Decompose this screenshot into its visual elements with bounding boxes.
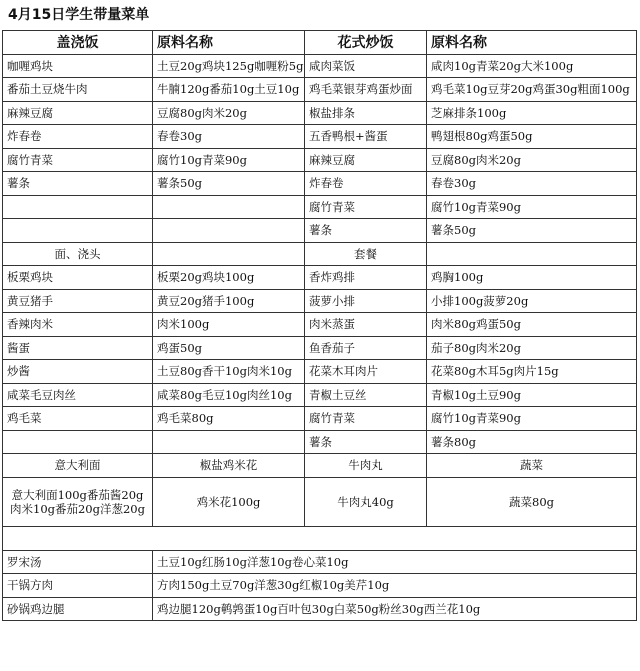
dish-ingredients: 芝麻排条100g [427, 101, 637, 125]
dish-name [3, 195, 153, 219]
dish-ingredients: 鸡边腿120g鹌鹑蛋10g百叶包30g白菜50g粉丝30g西兰花10g [153, 597, 637, 621]
dish-name: 咸菜毛豆肉丝 [3, 383, 153, 407]
popcorn-chicken-ingredients: 鸡米花100g [153, 477, 305, 526]
dish-name: 炸春卷 [3, 125, 153, 149]
dish-ingredients: 豆腐80g肉米20g [153, 101, 305, 125]
blank-cell [153, 242, 305, 266]
dish-name: 麻辣豆腐 [305, 148, 427, 172]
soup-row [3, 550, 637, 574]
vegetable-header: 蔬菜 [427, 454, 637, 478]
soup-row [3, 574, 637, 598]
dish-name: 腐竹青菜 [3, 148, 153, 172]
header-fried-rice: 花式炒饭 [305, 31, 427, 55]
pasta-line-1: 意大利面100g番茄酱20g [11, 487, 144, 502]
menu-row [3, 219, 637, 243]
dish-ingredients: 肉米100g [153, 313, 305, 337]
dish-ingredients: 土豆80g香干10g肉米10g [153, 360, 305, 384]
pasta-header: 意大利面 [3, 454, 153, 478]
dish-ingredients [153, 195, 305, 219]
header-ingredients: 原料名称 [427, 31, 637, 55]
dish-name: 菠萝小排 [305, 289, 427, 313]
dish-ingredients [153, 219, 305, 243]
dish-name: 香炸鸡排 [305, 266, 427, 290]
dish-name: 椒盐排条 [305, 101, 427, 125]
menu-row [3, 336, 637, 360]
dish-ingredients: 茄子80g肉米20g [427, 336, 637, 360]
block2-rows [3, 266, 637, 454]
dish-ingredients: 鸭翅根80g鸡蛋50g [427, 125, 637, 149]
dish-name: 薯条 [305, 430, 427, 454]
menu-row [3, 430, 637, 454]
menu-row [3, 383, 637, 407]
dish-ingredients: 薯条50g [153, 172, 305, 196]
blank-row [3, 526, 637, 550]
popcorn-chicken-header: 椒盐鸡米花 [153, 454, 305, 478]
dish-ingredients: 豆腐80g肉米20g [427, 148, 637, 172]
dish-ingredients: 春卷30g [427, 172, 637, 196]
menu-row [3, 195, 637, 219]
dish-name: 花菜木耳肉片 [305, 360, 427, 384]
dish-name [3, 430, 153, 454]
dish-ingredients: 薯条50g [427, 219, 637, 243]
dish-ingredients: 牛腩120g番茄10g土豆10g [153, 78, 305, 102]
dish-ingredients: 青椒10g土豆90g [427, 383, 637, 407]
dish-name: 板栗鸡块 [3, 266, 153, 290]
dish-name: 炒酱 [3, 360, 153, 384]
dish-name: 炸春卷 [305, 172, 427, 196]
soup-row [3, 597, 637, 621]
dish-name: 砂锅鸡边腿 [3, 597, 153, 621]
beef-ball-ingredients: 牛肉丸40g [305, 477, 427, 526]
dish-ingredients: 咸肉10g青菜20g大米100g [427, 54, 637, 78]
pasta-ingredients [3, 477, 153, 526]
menu-row [3, 360, 637, 384]
dish-name: 麻辣豆腐 [3, 101, 153, 125]
header-rice-bowl: 盖浇饭 [3, 31, 153, 55]
block1-rows [3, 54, 637, 242]
menu-row [3, 313, 637, 337]
menu-row [3, 125, 637, 149]
section3-header-row [3, 454, 637, 478]
dish-name: 咸肉菜饭 [305, 54, 427, 78]
menu-table [2, 30, 637, 621]
dish-name: 香辣肉米 [3, 313, 153, 337]
dish-ingredients [153, 430, 305, 454]
dish-name: 鸡毛菜银芽鸡蛋炒面 [305, 78, 427, 102]
dish-name: 鱼香茄子 [305, 336, 427, 360]
menu-title: 4月15日学生带量菜单 [8, 7, 150, 23]
dish-ingredients: 春卷30g [153, 125, 305, 149]
dish-name: 青椒土豆丝 [305, 383, 427, 407]
section-set-meal: 套餐 [305, 242, 427, 266]
dish-ingredients: 薯条80g [427, 430, 637, 454]
header-ingredients: 原料名称 [153, 31, 305, 55]
section-noodles: 面、浇头 [3, 242, 153, 266]
dish-ingredients: 腐竹10g青菜90g [153, 148, 305, 172]
dish-name: 肉米蒸蛋 [305, 313, 427, 337]
section3-row [3, 477, 637, 526]
dish-ingredients: 咸菜80g毛豆10g肉丝10g [153, 383, 305, 407]
menu-row [3, 54, 637, 78]
menu-row [3, 266, 637, 290]
dish-name: 腐竹青菜 [305, 195, 427, 219]
dish-ingredients: 黄豆20g猪手100g [153, 289, 305, 313]
dish-name [3, 219, 153, 243]
blank-cell [427, 242, 637, 266]
dish-ingredients: 鸡胸100g [427, 266, 637, 290]
beef-ball-header: 牛肉丸 [305, 454, 427, 478]
dish-ingredients: 土豆20g鸡块125g咖喱粉5g [153, 54, 305, 78]
dish-ingredients: 鸡毛菜10g豆芽20g鸡蛋30g粗面100g [427, 78, 637, 102]
header-row [3, 31, 637, 55]
dish-ingredients: 鸡毛菜80g [153, 407, 305, 431]
soup-rows [3, 550, 637, 621]
dish-ingredients: 腐竹10g青菜90g [427, 407, 637, 431]
dish-name: 腐竹青菜 [305, 407, 427, 431]
dish-ingredients: 腐竹10g青菜90g [427, 195, 637, 219]
dish-name: 罗宋汤 [3, 550, 153, 574]
menu-row [3, 101, 637, 125]
dish-ingredients: 板栗20g鸡块100g [153, 266, 305, 290]
menu-row [3, 407, 637, 431]
menu-row [3, 289, 637, 313]
menu-row [3, 148, 637, 172]
dish-name: 薯条 [3, 172, 153, 196]
menu-row [3, 172, 637, 196]
dish-name: 薯条 [305, 219, 427, 243]
vegetable-ingredients: 蔬菜80g [427, 477, 637, 526]
dish-ingredients: 花菜80g木耳5g肉片15g [427, 360, 637, 384]
dish-ingredients: 土豆10g红肠10g洋葱10g卷心菜10g [153, 550, 637, 574]
menu-row [3, 78, 637, 102]
dish-ingredients: 鸡蛋50g [153, 336, 305, 360]
dish-name: 番茄土豆烧牛肉 [3, 78, 153, 102]
pasta-line-2: 肉米10g番茄20g洋葱20g [10, 501, 145, 516]
dish-name: 黄豆猪手 [3, 289, 153, 313]
dish-name: 鸡毛菜 [3, 407, 153, 431]
dish-name: 干锅方肉 [3, 574, 153, 598]
dish-name: 五香鸭根+酱蛋 [305, 125, 427, 149]
dish-ingredients: 方肉150g土豆70g洋葱30g红椒10g美芹10g [153, 574, 637, 598]
section2-header-row [3, 242, 637, 266]
dish-ingredients: 小排100g菠萝20g [427, 289, 637, 313]
dish-name: 咖喱鸡块 [3, 54, 153, 78]
dish-ingredients: 肉米80g鸡蛋50g [427, 313, 637, 337]
dish-name: 酱蛋 [3, 336, 153, 360]
blank-cell [3, 526, 637, 550]
